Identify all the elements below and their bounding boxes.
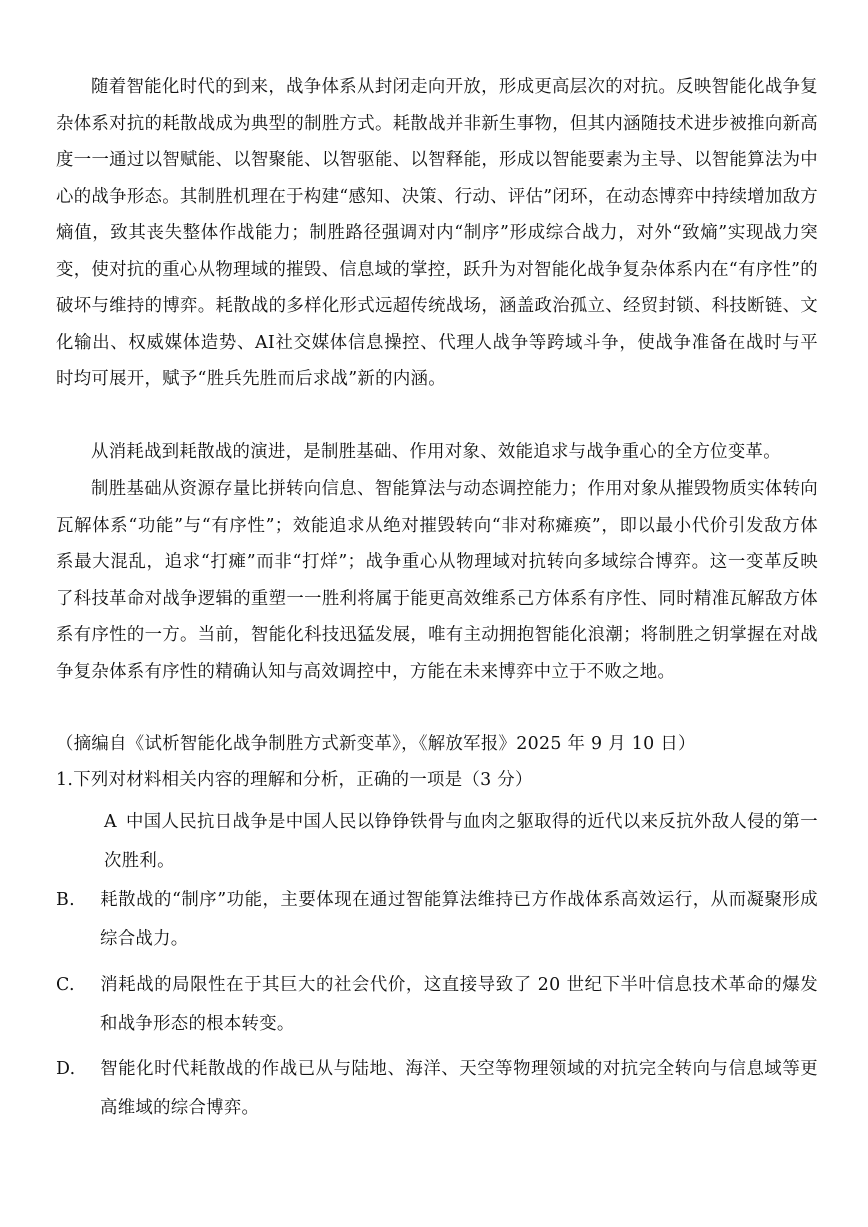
option-c-text: 消耗战的局限性在于其巨大的社会代价，这直接导致了 20 世纪下半叶信息技术革命的爆发和战争形态的根本转变。 xyxy=(100,975,818,1034)
passage-paragraph-1: 随着智能化时代的到来，战争体系从封闭走向开放，形成更高层次的对抗。反映智能化战争复杂体系对抗的耗散战成为典型的制胜方式。耗散战并非新生事物，但其内涵随技术进步被推向新高度一一通过以智赋能、以智聚能、以智驱能、以智释能，形成以智能要素为主导、以智能算法为中心的战争形态。其制胜机理在于构建“感知、决策、行动、评估”闭环，在动态博弈中持续增加敌方熵值，致其丧失整体作战能力；制胜路径强调对内“制序”形成综合战力，对外“致熵”实现战力突变，使对抗的重心从物理域的摧毁、信息域的掌控，跃升为对智能化战争复杂体系内在“有序性”的破坏与维持的博弈。耗散战的多样化形式远超传统战场，涵盖政治孤立、经贸封锁、科技断链、文化输出、权威媒体造势、AI社交媒体信息操控、代理人战争等跨域斗争，使战争准备在战时与平时均可展开，赋予“胜兵先胜而后求战”新的内涵。 xyxy=(56,77,818,389)
option-b-text: 耗散战的“制序”功能，主要体现在通过智能算法维持已方作战体系高效运行，从而凝聚形成综合战力。 xyxy=(100,890,818,949)
question-stem: 1.下列对材料相关内容的理解和分析，正确的一项是（3 分） xyxy=(56,770,533,790)
option-d-text: 智能化时代耗散战的作战已从与陆地、海洋、天空等物理领域的对抗完全转向与信息域等更高维域的综合博弈。 xyxy=(100,1059,818,1118)
option-a-text: 中国人民抗日战争是中国人民以铮铮铁骨与血肉之躯取得的近代以来反抗外敌人侵的第一次胜利。 xyxy=(104,812,818,871)
option-c-letter: C. xyxy=(56,975,75,995)
option-a-letter: A xyxy=(104,812,117,832)
option-d xyxy=(56,1050,818,1128)
passage-source-citation: （摘编自《试析智能化战争制胜方式新变革》，《解放军报》2025 年 9 月 10 日） xyxy=(56,734,696,754)
option-b-letter: B. xyxy=(56,890,75,910)
option-d-letter: D. xyxy=(56,1059,76,1079)
option-c xyxy=(56,966,818,1044)
passage-paragraph-3: 制胜基础从资源存量比拼转向信息、智能算法与动态调控能力；作用对象从摧毁物质实体转向瓦解体系“功能”与“有序性”；效能追求从绝对摧毁转向“非对称瘫痪”，即以最小代价引发敌方体系最大混乱，追求“打瘫”而非“打烊”；战争重心从物理域对抗转向多域综合博弈。这一变革反映了科技革命对战争逻辑的重塑一一胜利将属于能更高效维系己方体系有序性、同时精准瓦解敌方体系有序性的一方。当前，智能化科技迅猛发展，唯有主动拥抱智能化浪潮；将制胜之钥掌握在对战争复杂体系有序性的精确认知与高效调控中，方能在未来博弈中立于不败之地。 xyxy=(56,479,818,682)
option-b xyxy=(56,881,818,959)
option-a xyxy=(104,803,818,881)
passage-paragraph-2: 从消耗战到耗散战的演进，是制胜基础、作用对象、效能追求与战争重心的全方位变革。 xyxy=(91,442,781,462)
